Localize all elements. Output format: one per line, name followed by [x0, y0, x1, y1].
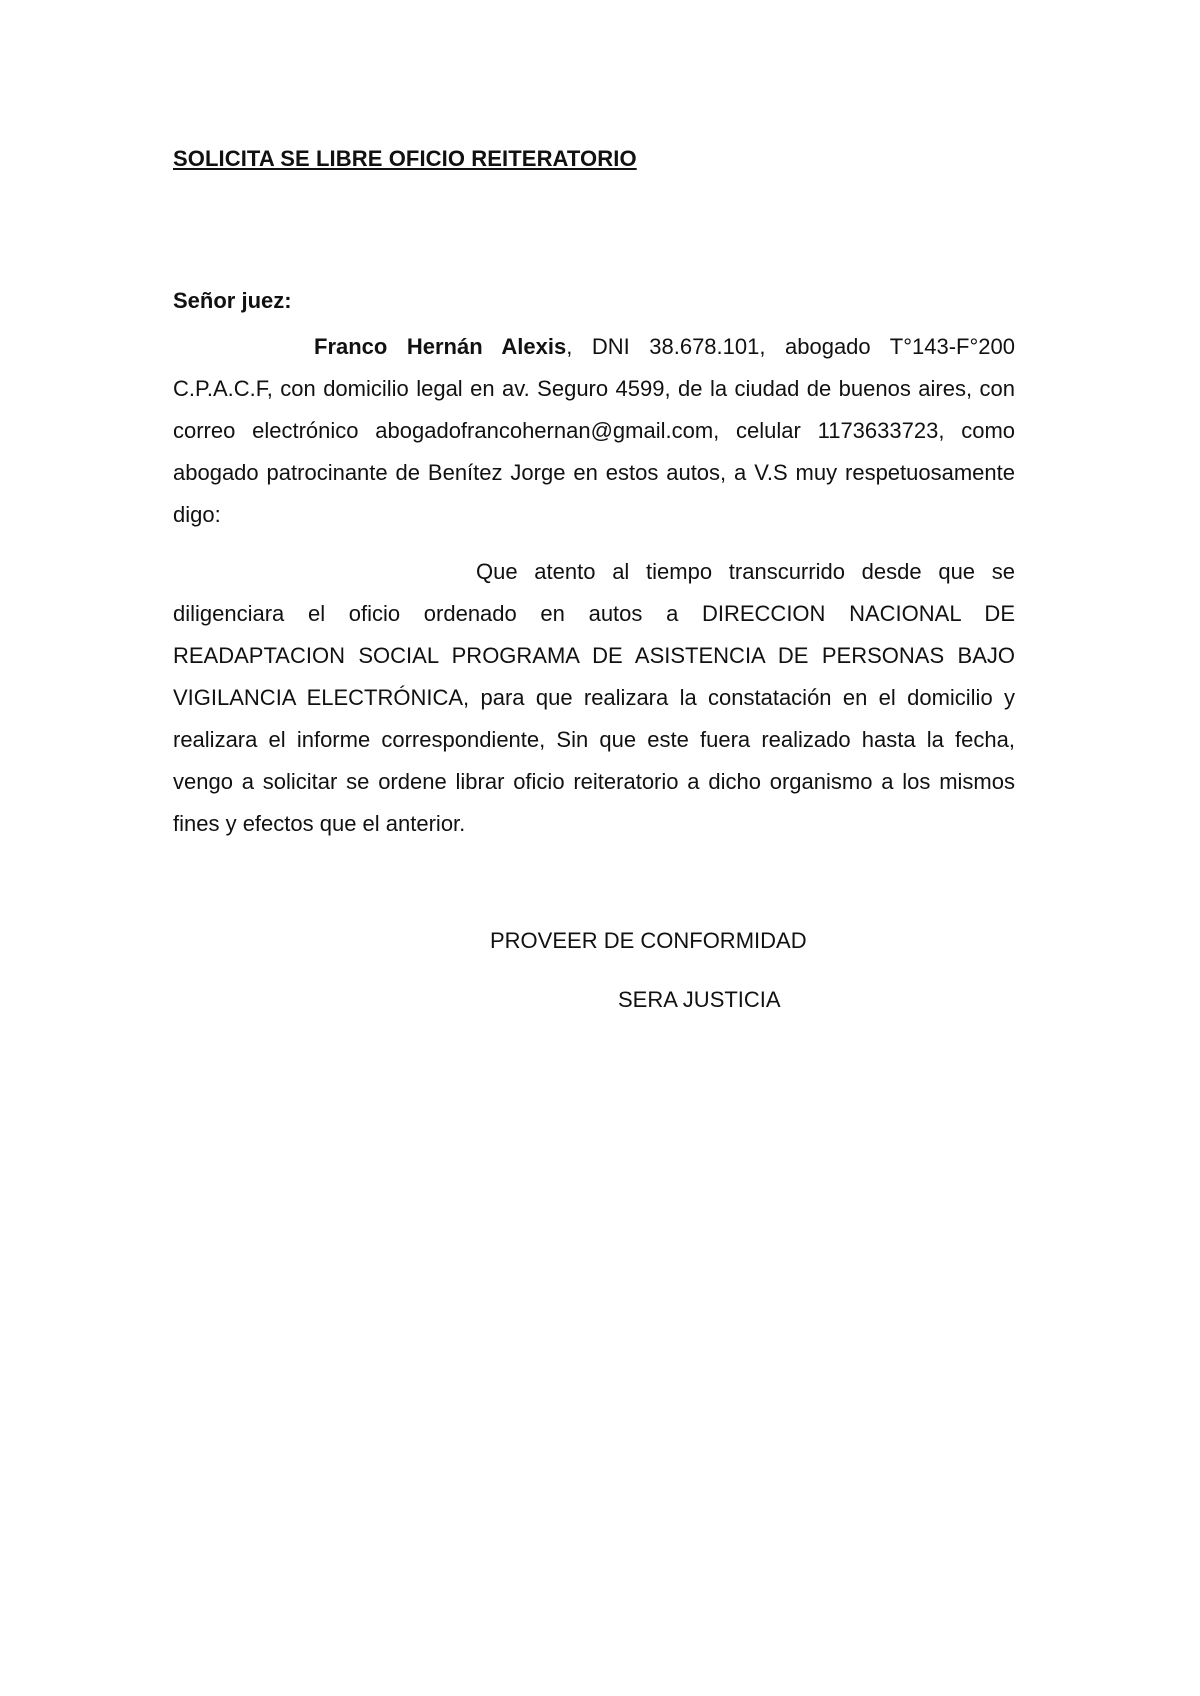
presentation-text: , DNI 38.678.101, abogado T°143-F°200 C.P.A.C.F, con domicilio legal en av. Seguro 4599, de la ciudad de buenos aires, con correo electrónico abogadofrancohernan@gmail.com, celular 1173633723, como abogado patrocinante de Benítez Jorge en estos autos, a V.S muy respetuosamente digo:: [173, 334, 1015, 527]
salutation: Señor juez:: [173, 288, 292, 313]
closing-proveer: PROVEER DE CONFORMIDAD: [490, 928, 807, 953]
attorney-name: Franco Hernán Alexis: [314, 334, 567, 359]
paragraph-presentation: [173, 326, 1015, 536]
document-title: SOLICITA SE LIBRE OFICIO REITERATORIO: [173, 146, 637, 171]
closing-sera-justicia: SERA JUSTICIA: [618, 987, 781, 1012]
paragraph-request: Que atento al tiempo transcurrido desde que se diligenciara el oficio ordenado en autos a DIRECCION NACIONAL DE READAPTACION SOCIAL PROGRAMA DE ASISTENCIA DE PERSONAS BAJO VIGILANCIA ELECTRÓNICA, para que realizara la constatación en el domicilio y realizara el informe correspondiente, Sin que este fuera realizado hasta la fecha, vengo a solicitar se ordene librar oficio reiteratorio a dicho organismo a los mismos fines y efectos que el anterior.: [173, 559, 1015, 836]
